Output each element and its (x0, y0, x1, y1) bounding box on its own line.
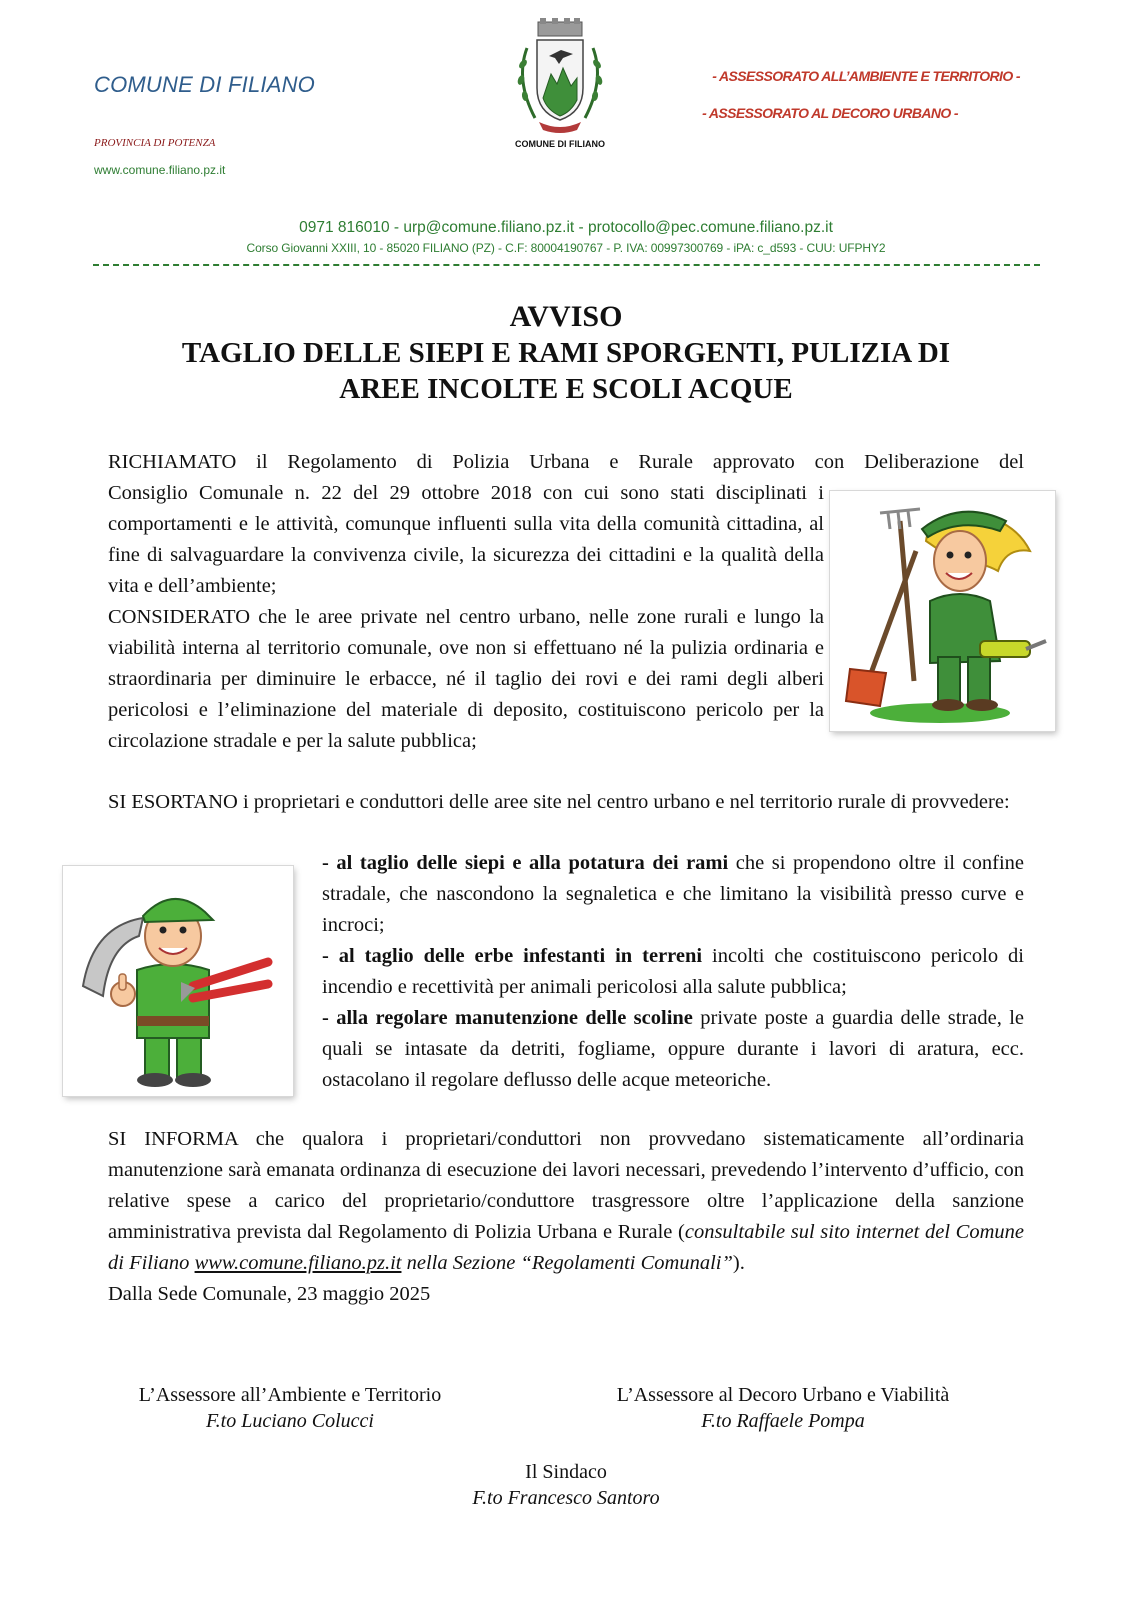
website-link[interactable]: www.comune.filiano.pz.it (94, 163, 226, 177)
municipal-crest-icon (505, 18, 615, 138)
informa-paragraph (108, 1124, 1024, 1279)
header-divider (93, 264, 1040, 266)
worker-illustration (63, 866, 293, 1096)
richiamato-paragraph: Consiglio Comunale n. 22 del 29 ottobre 2018 con cui sono stati disciplinati i comportamenti e le attività, comunque influenti sulla vita della comunità cittadina, al fine di salvaguardare la convivenza civile, la sicurezza dei cittadini e la qualità della vita e dell’ambiente; (108, 482, 824, 597)
signature-environment-assessor (110, 1382, 470, 1434)
provincia-label: PROVINCIA DI POTENZA (94, 137, 216, 149)
office-urban-decor: - ASSESSORATO AL DECORO URBANO - (702, 105, 958, 121)
richiamato-first-line: RICHIAMATO il Regolamento di Polizia Urbana e Rurale approvato con Deliberazione del (108, 451, 1024, 473)
list-item (322, 848, 1024, 941)
premise-paragraphs (108, 447, 1024, 757)
list-item (322, 1003, 1024, 1096)
informa-section (108, 1124, 1024, 1310)
informa-italic: consultabile sul sito internet del Comune di Filiano (108, 1221, 1024, 1274)
list-item-bold: - al taglio delle siepi e alla potatura dei rami (322, 852, 729, 874)
gardener-cartoon-icon (830, 491, 1055, 731)
notice-title: AVVISO (509, 300, 623, 333)
gardener-illustration (830, 491, 1055, 731)
informa-italic-section: nella Sezione “Regolamenti Comunali” (401, 1252, 733, 1274)
signature-urban-decor-assessor (588, 1382, 978, 1434)
notice-subtitle-line-1: TAGLIO DELLE SIEPI E RAMI SPORGENTI, PULIZIA DI (181, 337, 951, 369)
esortano-paragraph: SI ESORTANO i proprietari e conduttori delle aree site nel centro urbano e nel territorio rurale di provvedere: (108, 791, 1010, 813)
signature-name: F.to Francesco Santoro (472, 1487, 660, 1509)
signature-role: Il Sindaco (525, 1461, 607, 1483)
considerato-paragraph: CONSIDERATO che le aree private nel centro urbano, nelle zone rurali e lungo la viabilità interna al territorio comunale, ove non si effettuano né la pulizia ordinaria e straordinaria per diminuire le erbacce, né il taglio dei rovi e dei rami degli alberi pericolosi e l’eliminazione del materiale di deposito, costituiscono pericolo per la circolazione stradale e per la salute pubblica; (108, 606, 824, 752)
list-item-text: private poste a guardia delle strade, le quali se intasate da detriti, fogliame, oppure durante i lavori di aratura, ecc. ostacolano il regolare deflusso delle acque meteoriche. (322, 1007, 1024, 1091)
office-environment: - ASSESSORATO ALL’AMBIENTE E TERRITORIO - (712, 68, 1020, 84)
actions-list (322, 848, 1024, 1096)
informa-end: ). (732, 1252, 745, 1274)
list-item-text: incolti che costituiscono pericolo di incendio e recettività per animali pericolosi alla salute pubblica; (322, 945, 1024, 998)
signature-name: F.to Raffaele Pompa (701, 1410, 865, 1432)
signature-mayor (396, 1459, 736, 1511)
comune-name: COMUNE DI FILIANO (94, 72, 315, 97)
signature-role: L’Assessore all’Ambiente e Territorio (138, 1384, 442, 1406)
notice-subtitle-line-2: AREE INCOLTE E SCOLI ACQUE (339, 373, 793, 405)
address-fiscal-line: Corso Giovanni XXIII, 10 - 85020 FILIANO (PZ) - C.F: 80004190767 - P. IVA: 00997300769 - iPA: c_d593 - CUU: UFPHY2 (246, 241, 886, 255)
list-item-bold: - alla regolare manutenzione delle scoline (322, 1007, 693, 1029)
date-line: Dalla Sede Comunale, 23 maggio 2025 (108, 1283, 431, 1305)
worker-cartoon-icon (63, 866, 293, 1096)
signature-name: F.to Luciano Colucci (206, 1410, 374, 1432)
list-item-text: che si propendono oltre il confine stradale, che nascondono la segnaletica e che limitano la visibilità presso curve e incroci; (322, 852, 1024, 936)
regulations-link[interactable]: www.comune.filiano.pz.it (194, 1252, 402, 1274)
crest-caption: COMUNE DI FILIANO (515, 139, 605, 149)
signature-role: L’Assessore al Decoro Urbano e Viabilità (616, 1384, 950, 1406)
informa-text: SI INFORMA che qualora i proprietari/conduttori non provvedano sistematicamente all’ordinaria manutenzione sarà emanata ordinanza di esecuzione dei lavori necessari, prevedendo l’intervento d’ufficio, con relative spese a carico del proprietario/conduttore trasgressore oltre l’applicazione della sanzione amministrativa prevista dal Regolamento di Polizia Urbana e Rurale ( (108, 1128, 1024, 1243)
list-item (322, 941, 1024, 1003)
contacts-line: 0971 816010 - urp@comune.filiano.pz.it - protocollo@pec.comune.filiano.pz.it (299, 219, 833, 236)
list-item-bold: - al taglio delle erbe infestanti in terreni (322, 945, 703, 967)
